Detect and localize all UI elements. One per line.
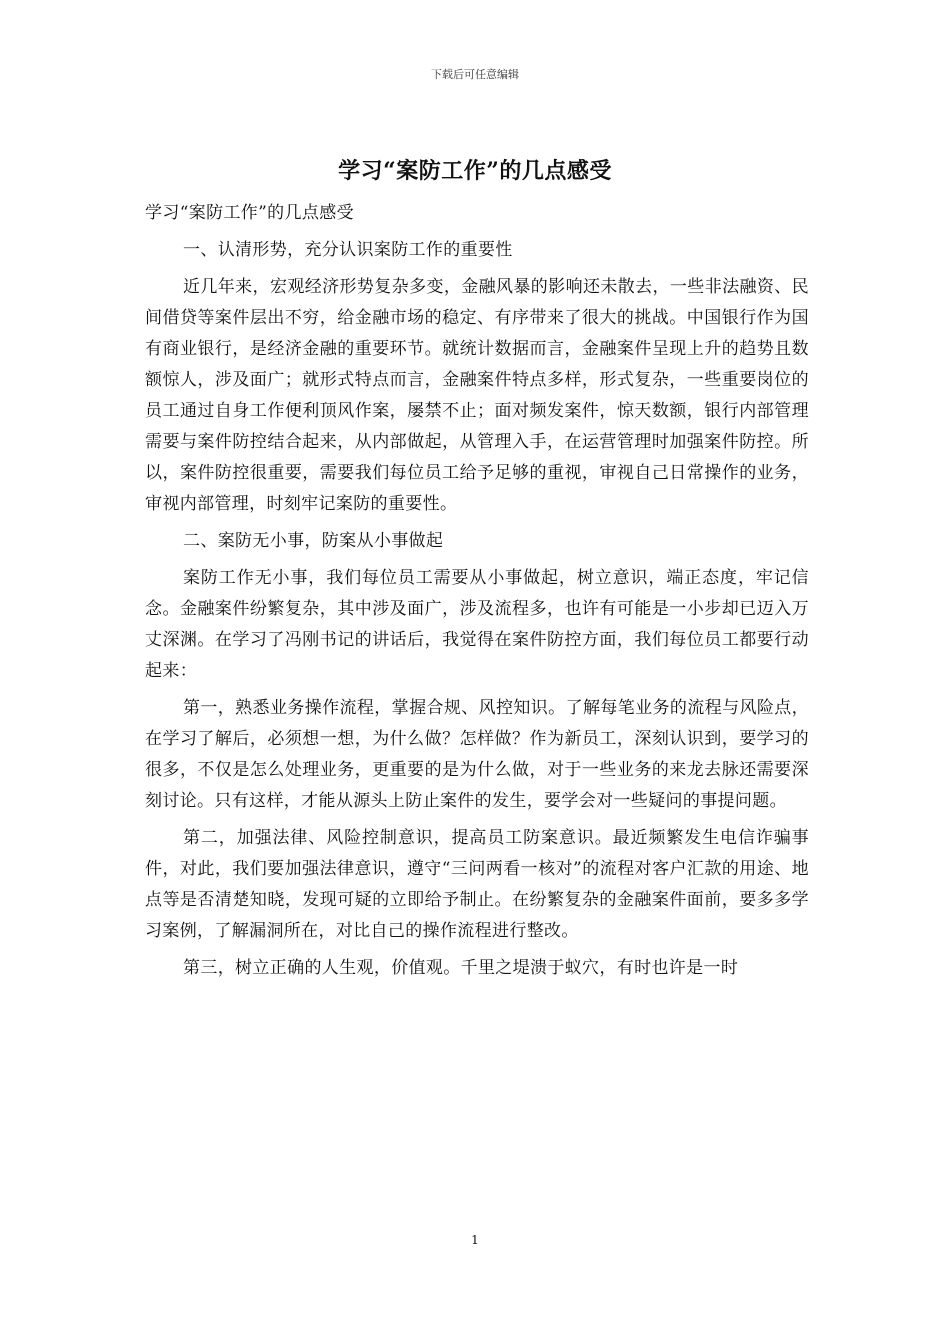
section-heading-2: 二、案防无小事，防案从小事做起: [183, 531, 444, 551]
paragraph: 第二，加强法律、风险控制意识，提高员工防案意识。最近频繁发生电信诈骗事件，对此，我们要加强法律意识，遵守“三问两看一核对”的流程对客户汇款的用途、地点等是否清楚知晓，发现可疑的立即给予制止。在纷繁复杂的金融案件面前，要多多学习案例，了解漏洞所在，对比自己的操作流程进行整改。: [145, 828, 809, 941]
page-number: 1: [471, 1233, 479, 1247]
paragraph: 第一，熟悉业务操作流程，掌握合规、风控知识。了解每笔业务的流程与风险点，在学习了解后，必须想一想，为什么做？怎样做？作为新员工，深刻认识到，要学习的很多，不仅是怎么处理业务，更重要的是为什么做，对于一些业务的来龙去脉还需要深刻讨论。只有这样，才能从源头上防止案件的发生，要学会对一些疑问的事提问题。: [145, 698, 809, 811]
paragraph: 第三，树立正确的人生观，价值观。千里之堤溃于蚁穴，有时也许是一时: [183, 958, 739, 978]
paragraph: 案防工作无小事，我们每位员工需要从小事做起，树立意识，端正态度，牢记信念。金融案件纷繁复杂，其中涉及面广，涉及流程多，也许有可能是一小步却已迈入万丈深渊。在学习了冯刚书记的讲话后，我觉得在案件防控方面，我们每位员工都要行动起来：: [145, 568, 809, 681]
document-title: 学习“案防工作”的几点感受: [338, 158, 612, 184]
document-body: [145, 198, 809, 990]
document-subtitle: 学习“案防工作”的几点感受: [145, 203, 354, 223]
section-heading-1: 一、认清形势，充分认识案防工作的重要性: [183, 240, 513, 260]
header-note: 下载后可任意编辑: [431, 68, 519, 81]
paragraph: 近几年来，宏观经济形势复杂多变，金融风暴的影响还未散去，一些非法融资、民间借贷等案件层出不穷，给金融市场的稳定、有序带来了很大的挑战。中国银行作为国有商业银行，是经济金融的重要环节。就统计数据而言，金融案件呈现上升的趋势且数额惊人，涉及面广；就形式特点而言，金融案件特点多样，形式复杂，一些重要岗位的员工通过自身工作便利顶风作案，屡禁不止；面对频发案件，惊天数额，银行内部管理需要与案件防控结合起来，从内部做起，从管理入手，在运营管理时加强案件防控。所以，案件防控很重要，需要我们每位员工给予足够的重视，审视自己日常操作的业务，审视内部管理，时刻牢记案防的重要性。: [145, 277, 809, 514]
